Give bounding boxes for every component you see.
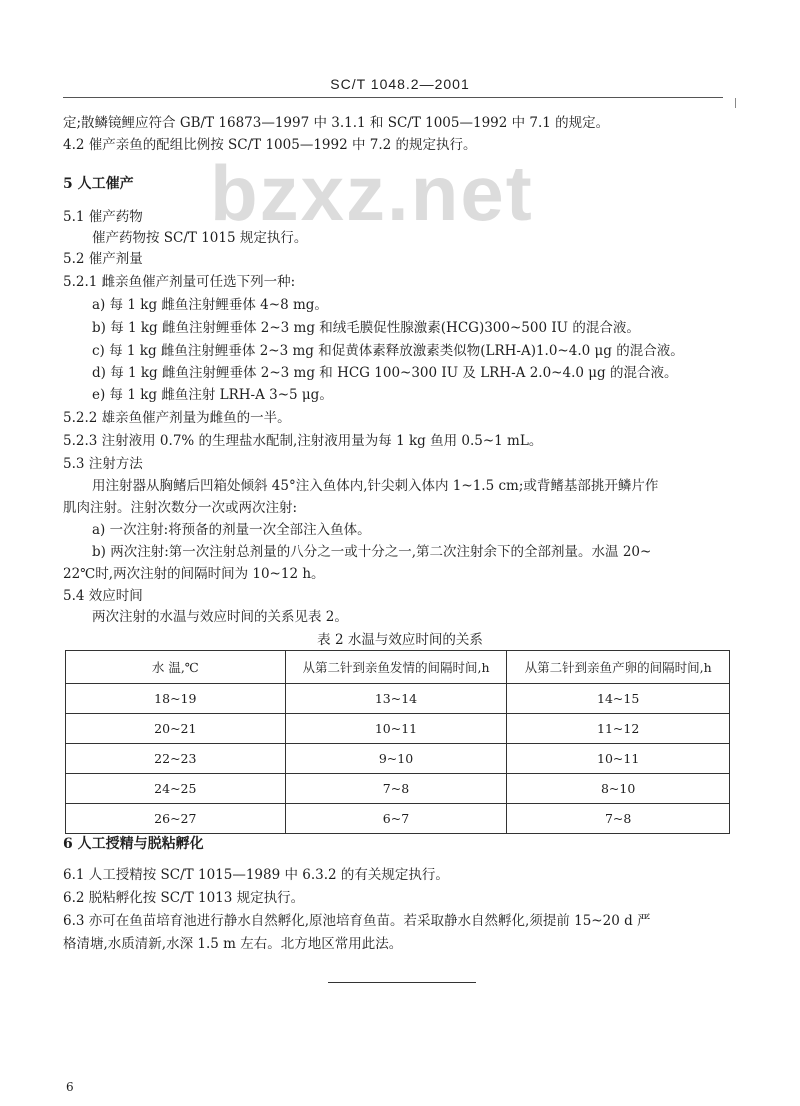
- table-row: [66, 804, 730, 834]
- water-temperature-table: [65, 650, 730, 834]
- clause-5-3-a: a) 一次注射:将预备的剂量一次全部注入鱼体。: [92, 522, 371, 538]
- clause-5-3-text-1: 用注射器从胸鳍后凹箱处倾斜 45°注入鱼体内,针尖刺入体内 1~1.5 cm;或背鳍基部挑开鳞片作: [92, 478, 659, 494]
- table-cell: 9~10: [285, 744, 507, 774]
- table-row: [66, 714, 730, 744]
- clause-5-2-3: 5.2.3 注射液用 0.7% 的生理盐水配制,注射液用量为每 1 kg 鱼用 0.5~1 mL。: [63, 433, 543, 449]
- column-header: 从第二针到亲鱼产卵的间隔时间,h: [507, 651, 730, 684]
- page-number: 6: [66, 1080, 74, 1094]
- header-rule: [63, 97, 723, 98]
- end-rule: [328, 982, 476, 983]
- list-item-b: b) 每 1 kg 雌鱼注射鲤垂体 2~3 mg 和绒毛膜促性腺激素(HCG)300~500 IU 的混合液。: [92, 320, 640, 336]
- table-cell: 13~14: [285, 684, 507, 714]
- clause-6-3-line-1: 6.3 亦可在鱼苗培育池进行静水自然孵化,原池培育鱼苗。若采取静水自然孵化,须提前 15~20 d 严: [63, 913, 651, 929]
- table-cell: 18~19: [66, 684, 286, 714]
- clause-6-1: 6.1 人工授精按 SC/T 1015—1989 中 6.3.2 的有关规定执行。: [63, 867, 449, 883]
- clause-4-2: 4.2 催产亲鱼的配组比例按 SC/T 1005—1992 中 7.2 的规定执行。: [63, 137, 477, 153]
- clause-5-3-b-2: 22℃时,两次注射的间隔时间为 10~12 h。: [63, 566, 325, 582]
- section-6-heading: 6 人工授精与脱粘孵化: [63, 836, 204, 852]
- column-header: 水 温,℃: [66, 651, 286, 684]
- clause-5-4-text: 两次注射的水温与效应时间的关系见表 2。: [92, 609, 348, 625]
- list-item-e: e) 每 1 kg 雌鱼注射 LRH-A 3~5 μg。: [92, 387, 333, 403]
- table-cell: 11~12: [507, 714, 730, 744]
- table-cell: 6~7: [285, 804, 507, 834]
- clause-5-2: 5.2 催产剂量: [63, 251, 143, 267]
- table-cell: 7~8: [507, 804, 730, 834]
- clause-5-2-1: 5.2.1 雌亲鱼催产剂量可任选下列一种:: [63, 274, 296, 290]
- table-row: [66, 744, 730, 774]
- clause-5-1: 5.1 催产药物: [63, 209, 143, 225]
- table-cell: 24~25: [66, 774, 286, 804]
- table-cell: 10~11: [285, 714, 507, 744]
- standard-number-header: SC/T 1048.2—2001: [330, 76, 470, 92]
- table-cell: 7~8: [285, 774, 507, 804]
- table-cell: 20~21: [66, 714, 286, 744]
- table-caption: 表 2 水温与效应时间的关系: [317, 632, 483, 648]
- clause-5-4: 5.4 效应时间: [63, 588, 143, 604]
- table-cell: 14~15: [507, 684, 730, 714]
- clause-6-3-line-2: 格清塘,水质清新,水深 1.5 m 左右。北方地区常用此法。: [63, 936, 403, 952]
- clause-5-1-text: 催产药物按 SC/T 1015 规定执行。: [92, 230, 308, 246]
- table-cell: 10~11: [507, 744, 730, 774]
- table-cell: 8~10: [507, 774, 730, 804]
- table-cell: 26~27: [66, 804, 286, 834]
- section-5-heading: 5 人工催产: [63, 176, 134, 192]
- clause-5-2-2: 5.2.2 雄亲鱼催产剂量为雌鱼的一半。: [63, 410, 291, 426]
- table-row: [66, 774, 730, 804]
- list-item-c: c) 每 1 kg 雌鱼注射鲤垂体 2~3 mg 和促黄体素释放激素类似物(LRH-A)1.0~4.0 μg 的混合液。: [92, 343, 684, 359]
- column-header: 从第二针到亲鱼发情的间隔时间,h: [285, 651, 507, 684]
- margin-mark: [735, 98, 736, 108]
- list-item-a: a) 每 1 kg 雌鱼注射鲤垂体 4~8 mg。: [92, 297, 328, 313]
- clause-6-2: 6.2 脱粘孵化按 SC/T 1013 规定执行。: [63, 890, 305, 906]
- table-cell: 22~23: [66, 744, 286, 774]
- list-item-d: d) 每 1 kg 雌鱼注射鲤垂体 2~3 mg 和 HCG 100~300 IU 及 LRH-A 2.0~4.0 μg 的混合液。: [92, 365, 678, 381]
- table-header-row: [66, 651, 730, 684]
- table-row: [66, 684, 730, 714]
- watermark: bzxz.net: [210, 149, 534, 237]
- clause-5-3-text-2: 肌肉注射。注射次数分一次或两次注射:: [63, 500, 298, 516]
- clause-5-3: 5.3 注射方法: [63, 456, 143, 472]
- body-line: 定;散鳞镜鲤应符合 GB/T 16873—1997 中 3.1.1 和 SC/T 1005—1992 中 7.1 的规定。: [63, 115, 610, 131]
- clause-5-3-b-1: b) 两次注射:第一次注射总剂量的八分之一或十分之一,第二次注射余下的全部剂量。水温 20~: [92, 544, 652, 560]
